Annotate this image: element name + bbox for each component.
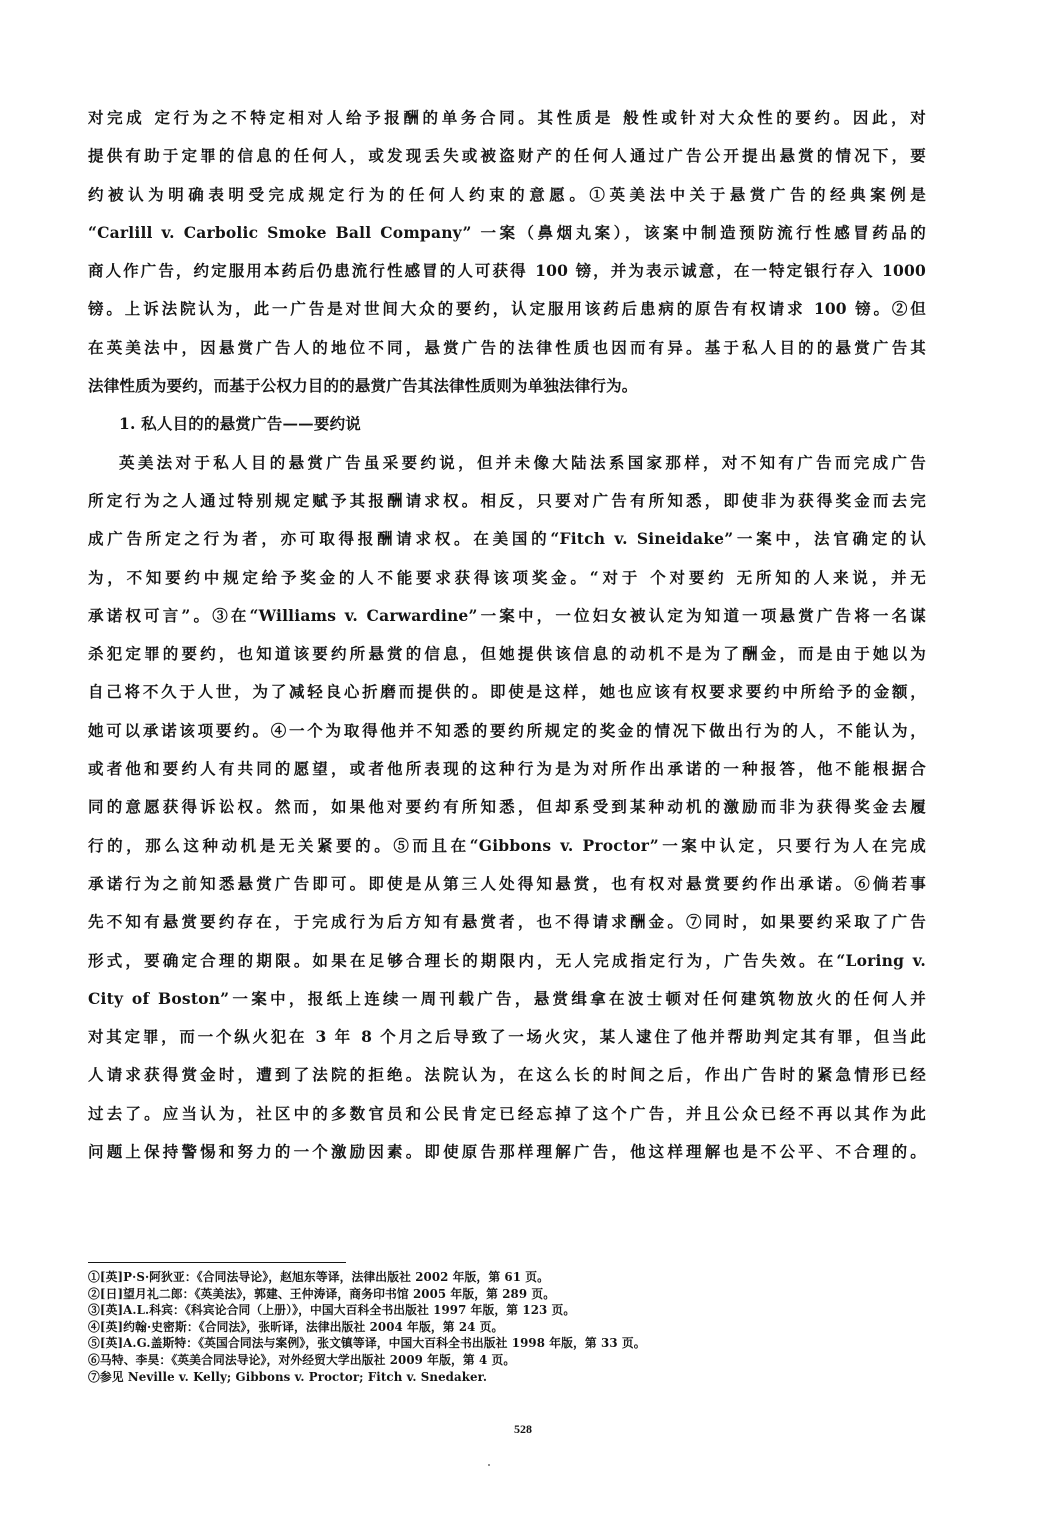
body-line: 约被认为明确表明受完成规定行为的任何人约束的意愿。①英美法中关于悬赏广告的经典案例是 bbox=[88, 184, 926, 204]
body-line: 对完成 定行为之不特定相对人给予报酬的单务合同。其性质是 般性或针对大众性的要约。因此，对 bbox=[88, 108, 926, 127]
body-line: 镑。上诉法院认为，此一广告是对世间大众的要约，认定服用该药后患病的原告有权请求 100 镑。②但 bbox=[88, 299, 926, 319]
body-line: 所定行为之人通过特别规定赋予其报酬请求权。相反，只要对广告有所知悉，即使非为获得奖金而去完 bbox=[88, 490, 926, 510]
body-line: “Carlill v. Carbolic Smoke Ball Company” 一案（鼻烟丸案），该案中制造预防流行性感冒药品的 bbox=[88, 222, 926, 242]
body-line: 商人作广告，约定服用本药后仍患流行性感冒的人可获得 100 镑，并为表示诚意，在一特定银行存入 1000 bbox=[88, 261, 926, 281]
scan-speck bbox=[488, 1464, 490, 1466]
body-line: 她可以承诺该项要约。④一个为取得他并不知悉的要约所规定的奖金的情况下做出行为的人，不能认为， bbox=[88, 720, 926, 740]
footnote: ⑦参见 Neville v. Kelly; Gibbons v. Proctor; Fitch v. Snedaker. bbox=[88, 1369, 488, 1384]
footnote-divider bbox=[88, 1262, 346, 1263]
footnote: ④[英]约翰·史密斯：《合同法》，张昕译，法律出版社 2004 年版，第 24 页。 bbox=[88, 1319, 504, 1334]
footnote: ⑥马特、李昊：《英美合同法导论》，对外经贸大学出版社 2009 年版，第 4 页。 bbox=[88, 1352, 516, 1367]
footnote: ②[日]望月礼二郎：《英美法》，郭建、王仲涛译，商务印书馆 2005 年版，第 289 页。 bbox=[88, 1286, 556, 1301]
body-line: 对其定罪，而一个纵火犯在 3 年 8 个月之后导致了一场火灾，某人逮住了他并帮助判定其有罪，但当此 bbox=[88, 1027, 926, 1047]
body-line: 过去了。应当认为，社区中的多数官员和公民肯定已经忘掉了这个广告，并且公众已经不再以其作为此 bbox=[88, 1103, 926, 1123]
body-line: 自己将不久于人世，为了减轻良心折磨而提供的。即使是这样，她也应该有权要求要约中所给予的金额， bbox=[88, 682, 926, 702]
body-line: 承诺行为之前知悉悬赏广告即可。即使是从第三人处得知悬赏，也有权对悬赏要约作出承诺。⑥倘若事 bbox=[88, 873, 926, 893]
footnote: ①[英]P·S·阿狄亚：《合同法导论》，赵旭东等译，法律出版社 2002 年版，第 61 页。 bbox=[88, 1270, 550, 1284]
section-heading: 1. 私人目的的悬赏广告——要约说 bbox=[119, 414, 361, 434]
body-line: 问题上保持警惕和努力的一个激励因素。即使原告那样理解广告，他这样理解也是不公平、不合理的。 bbox=[88, 1142, 926, 1162]
body-line: 成广告所定之行为者，亦可取得报酬请求权。在美国的“Fitch v. Sineidake”一案中，法官确定的认 bbox=[88, 529, 926, 549]
body-line: 行的，那么这种动机是无关紧要的。⑤而且在“Gibbons v. Proctor”一案中认定，只要行为人在完成 bbox=[88, 835, 926, 855]
body-line: 法律性质为要约，而基于公权力目的的悬赏广告其法律性质则为单独法律行为。 bbox=[88, 376, 638, 396]
body-line: 先不知有悬赏要约存在，于完成行为后方知有悬赏者，也不得请求酬金。⑦同时，如果要约采取了广告 bbox=[88, 912, 926, 932]
footnote: ③[英]A.L.科宾：《科宾论合同（上册）》，中国大百科全书出版社 1997 年版，第 123 页。 bbox=[88, 1303, 576, 1318]
body-line: 在英美法中，因悬赏广告人的地位不同，悬赏广告的法律性质也因而有异。基于私人目的的悬赏广告其 bbox=[88, 337, 926, 357]
page-number: 528 bbox=[514, 1422, 532, 1436]
body-line: 承诺权可言”。③在“Williams v. Carwardine”一案中，一位妇女被认定为知道一项悬赏广告将一名谋 bbox=[88, 605, 926, 625]
body-line: City of Boston”一案中，报纸上连续一周刊载广告，悬赏缉拿在波士顿对任何建筑物放火的任何人并 bbox=[88, 988, 926, 1008]
body-line: 人请求获得赏金时，遭到了法院的拒绝。法院认为，在这么长的时间之后，作出广告时的紧急情形已经 bbox=[88, 1065, 926, 1085]
footnotes bbox=[88, 1269, 926, 1385]
footnote: ⑤[英]A.G.盖斯特：《英国合同法与案例》，张文镇等译，中国大百科全书出版社 1998 年版，第 33 页。 bbox=[88, 1336, 646, 1351]
body-line: 形式，要确定合理的期限。如果在足够合理长的期限内，无人完成指定行为，广告失效。在“Loring v. bbox=[88, 950, 926, 970]
body-line: 或者他和要约人有共同的愿望，或者他所表现的这种行为是为对所作出承诺的一种报答，他不能根据合 bbox=[88, 759, 926, 779]
body-text bbox=[88, 99, 926, 1171]
body-line: 英美法对于私人目的悬赏广告虽采要约说，但并未像大陆法系国家那样，对不知有广告而完成广告 bbox=[119, 452, 926, 472]
body-line: 提供有助于定罪的信息的任何人，或发现丢失或被盗财产的任何人通过广告公开提出悬赏的情况下，要 bbox=[88, 146, 926, 166]
body-line: 同的意愿获得诉讼权。然而，如果他对要约有所知悉，但却系受到某种动机的激励而非为获得奖金去履 bbox=[88, 797, 926, 817]
body-line: 为，不知要约中规定给予奖金的人不能要求获得该项奖金。“对于 个对要约 无所知的人来说，并无 bbox=[88, 567, 926, 587]
body-line: 杀犯定罪的要约，也知道该要约所悬赏的信息，但她提供该信息的动机不是为了酬金，而是由于她以为 bbox=[88, 644, 926, 664]
